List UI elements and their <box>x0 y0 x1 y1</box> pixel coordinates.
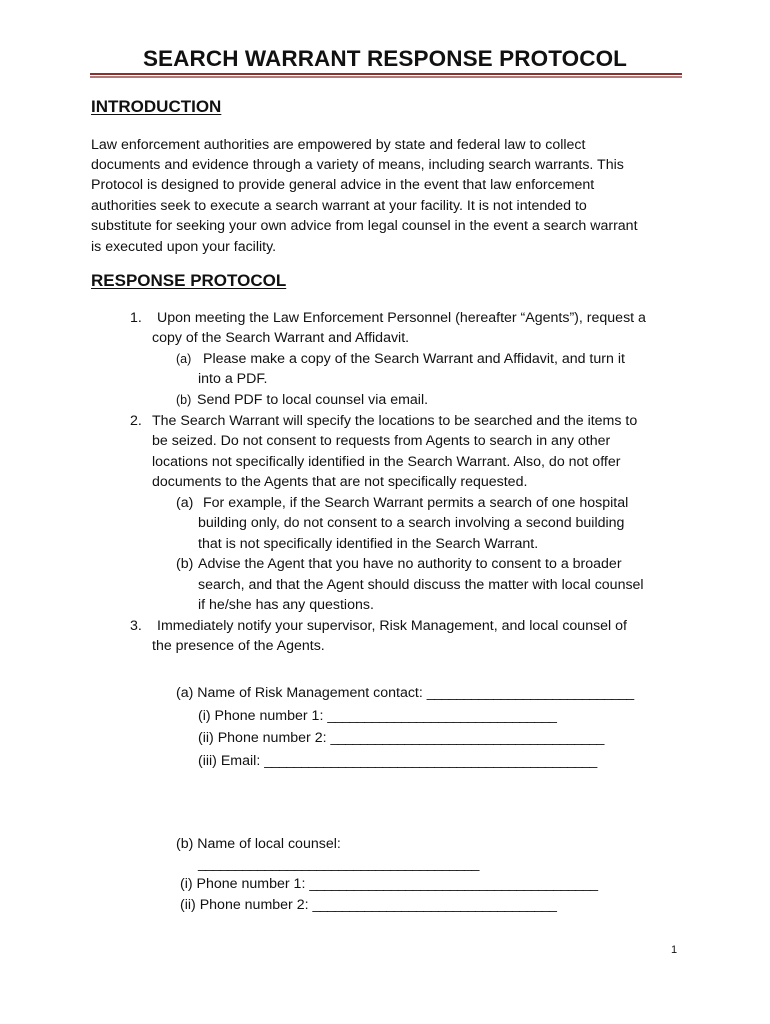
risk-contact-blank: ____________________________ <box>426 685 634 701</box>
item-2-line: be seized. Do not consent to requests from Agents to search in any other <box>152 433 611 449</box>
item-2b-line: if he/she has any questions. <box>198 597 374 613</box>
counsel-phone-1-blank: _______________________________________ <box>309 876 598 892</box>
item-1a-marker: (a) <box>176 352 192 366</box>
item-1b-line: Send PDF to local counsel via email. <box>197 392 429 408</box>
item-3-line: the presence of the Agents. <box>152 638 325 654</box>
document-title: SEARCH WARRANT RESPONSE PROTOCOL <box>142 46 628 71</box>
counsel-phone-2-field[interactable] <box>180 896 556 914</box>
item-1a-line: Please make a copy of the Search Warrant and Affidavit, and turn it <box>203 351 625 367</box>
item-3-line: Immediately notify your supervisor, Risk Management, and local counsel of <box>157 618 627 634</box>
item-2-marker: 2. <box>130 413 142 429</box>
local-counsel-label: (b) Name of local counsel: <box>176 836 341 852</box>
risk-phone-2-field[interactable] <box>198 729 604 747</box>
risk-phone-2-blank: _____________________________________ <box>330 730 604 746</box>
risk-email-field[interactable] <box>198 752 597 770</box>
risk-phone-1-field[interactable] <box>198 707 556 725</box>
risk-phone-1-label: (i) Phone number 1: <box>198 708 324 724</box>
item-2-line: locations not specifically identified in the Search Warrant. Also, do not offer <box>152 454 621 470</box>
risk-contact-label: (a) Name of Risk Management contact: <box>176 685 423 701</box>
title-rule-shadow <box>90 76 682 78</box>
item-1-marker: 1. <box>130 310 142 326</box>
intro-line: authorities seek to execute a search warrant at your facility. It is not intended to <box>91 198 587 214</box>
item-2b-line: Advise the Agent that you have no authority to consent to a broader <box>198 556 622 572</box>
intro-line: documents and evidence through a variety of means, including search warrants. This <box>91 157 624 173</box>
item-3-marker: 3. <box>130 618 142 634</box>
item-2b-marker: (b) <box>176 556 194 572</box>
introduction-heading: INTRODUCTION <box>91 97 222 116</box>
intro-line: substitute for seeking your own advice from legal counsel in the event a search warrant <box>91 218 638 234</box>
item-1a-line: into a PDF. <box>198 371 268 387</box>
risk-email-label: (iii) Email: <box>198 753 261 769</box>
item-2a-line: building only, do not consent to a search involving a second building <box>198 515 625 531</box>
counsel-phone-1-label: (i) Phone number 1: <box>180 876 306 892</box>
counsel-phone-1-field[interactable] <box>180 875 598 893</box>
item-2a-line: For example, if the Search Warrant permits a search of one hospital <box>203 495 629 511</box>
risk-phone-2-label: (ii) Phone number 2: <box>198 730 327 746</box>
item-2a-marker: (a) <box>176 495 194 511</box>
item-2-line: documents to the Agents that are not specifically requested. <box>152 474 528 490</box>
response-protocol-heading: RESPONSE PROTOCOL <box>91 271 287 290</box>
item-1b-marker: (b) <box>176 393 192 407</box>
risk-phone-1-blank: _______________________________ <box>327 708 557 724</box>
title-rule <box>90 73 682 75</box>
counsel-phone-2-blank: _________________________________ <box>312 897 557 913</box>
item-2b-line: search, and that the Agent should discuss the matter with local counsel <box>198 577 644 593</box>
item-2a-line: that is not specifically identified in the Search Warrant. <box>198 536 539 552</box>
page-number: 1 <box>671 944 678 956</box>
intro-line: Law enforcement authorities are empowered by state and federal law to collect <box>91 137 586 153</box>
item-2-line: The Search Warrant will specify the locations to be searched and the items to <box>152 413 638 429</box>
risk-contact-name-field[interactable] <box>176 684 634 702</box>
item-1-line: copy of the Search Warrant and Affidavit. <box>152 330 410 346</box>
item-1-line: Upon meeting the Law Enforcement Personnel (hereafter “Agents”), request a <box>157 310 646 326</box>
risk-email-blank: _____________________________________________ <box>264 753 597 769</box>
local-counsel-name-blank[interactable]: ______________________________________ <box>198 856 479 872</box>
intro-line: Protocol is designed to provide general advice in the event that law enforcement <box>91 177 595 193</box>
intro-line: is executed upon your facility. <box>91 239 277 255</box>
counsel-phone-2-label: (ii) Phone number 2: <box>180 897 309 913</box>
